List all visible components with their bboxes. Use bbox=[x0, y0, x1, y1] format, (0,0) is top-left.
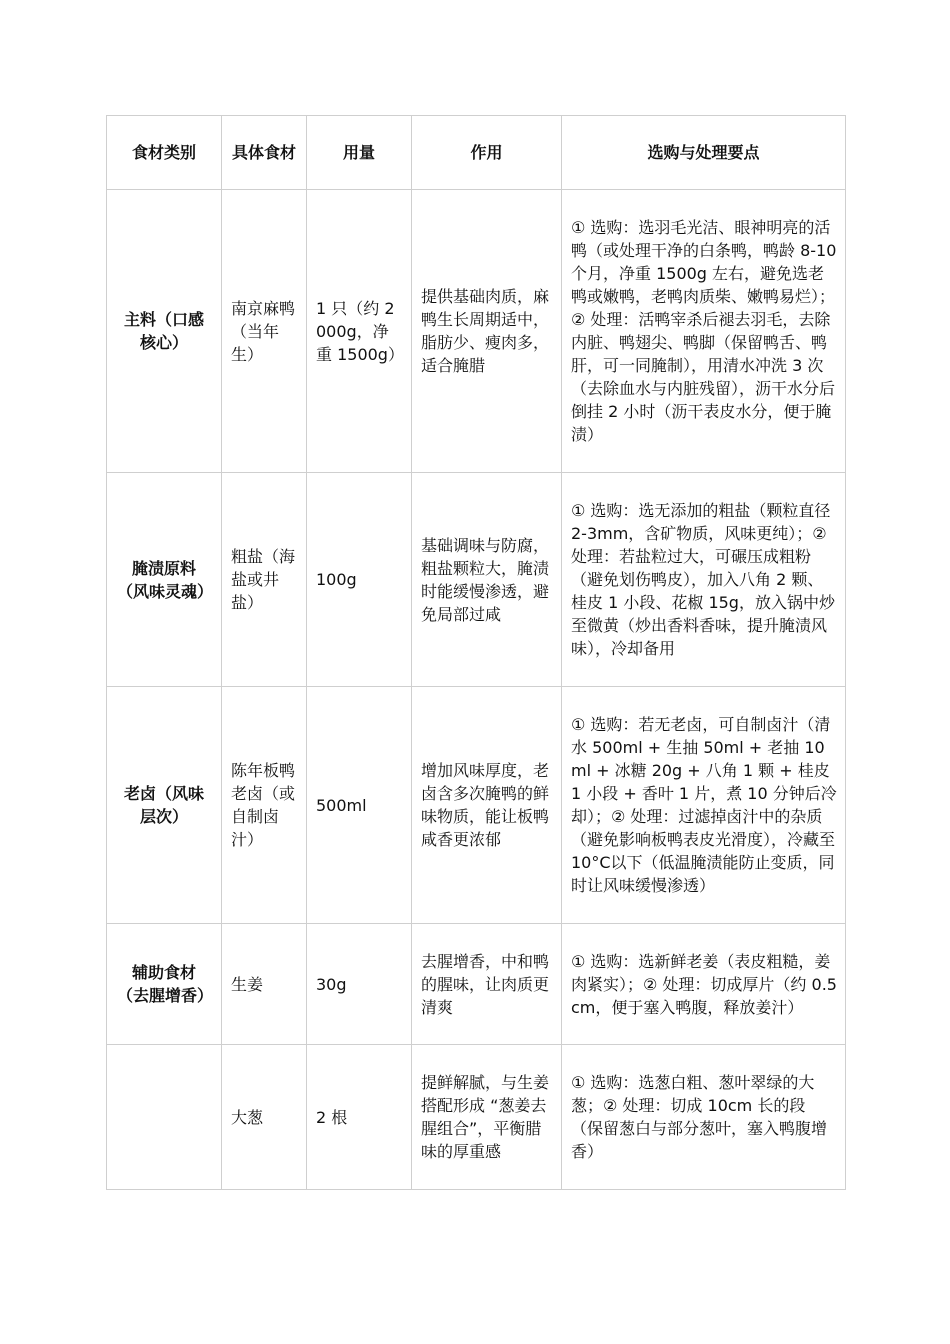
purpose-cell: 提供基础肉质，麻鸭生长周期适中，脂肪少、瘦肉多，适合腌腊 bbox=[412, 190, 562, 473]
purpose-cell: 去腥增香，中和鸭的腥味，让肉质更清爽 bbox=[412, 924, 562, 1045]
purpose-cell: 增加风味厚度，老卤含多次腌鸭的鲜味物质，能让板鸭咸香更浓郁 bbox=[412, 687, 562, 924]
header-amount: 用量 bbox=[307, 116, 412, 190]
notes-cell: ① 选购：选无添加的粗盐（颗粒直径 2-3mm，含矿物质，风味更纯）；② 处理：若盐粒过大，可碾压成粗粉（避免划伤鸭皮），加入八角 2 颗、桂皮 1 小段、花椒 15g，放入锅中炒至微黄（炒出香料香味，提升腌渍风味），冷却备用 bbox=[562, 473, 846, 687]
purpose-cell: 提鲜解腻，与生姜搭配形成 “葱姜去腥组合”，平衡腊味的厚重感 bbox=[412, 1045, 562, 1190]
ingredient-cell: 南京麻鸭（当年生） bbox=[222, 190, 307, 473]
ingredient-cell: 生姜 bbox=[222, 924, 307, 1045]
category-cell: 老卤（风味层次） bbox=[107, 687, 222, 924]
header-ingredient: 具体食材 bbox=[222, 116, 307, 190]
table-row bbox=[107, 1045, 846, 1190]
notes-cell: ① 选购：选羽毛光洁、眼神明亮的活鸭（或处理干净的白条鸭，鸭龄 8-10 个月，净重 1500g 左右，避免选老鸭或嫩鸭，老鸭肉质柴、嫩鸭易烂）；② 处理：活鸭宰杀后褪去羽毛，去除内脏、鸭翅尖、鸭脚（保留鸭舌、鸭肝，可一同腌制），用清水冲洗 3 次（去除血水与内脏残留），沥干水分后倒挂 2 小时（沥干表皮水分，便于腌渍） bbox=[562, 190, 846, 473]
category-cell: 腌渍原料（风味灵魂） bbox=[107, 473, 222, 687]
category-cell: 主料（口感核心） bbox=[107, 190, 222, 473]
ingredient-cell: 大葱 bbox=[222, 1045, 307, 1190]
notes-cell: ① 选购：选葱白粗、葱叶翠绿的大葱；② 处理：切成 10cm 长的段（保留葱白与部分葱叶，塞入鸭腹增香） bbox=[562, 1045, 846, 1190]
header-purpose: 作用 bbox=[412, 116, 562, 190]
amount-cell: 100g bbox=[307, 473, 412, 687]
table-row bbox=[107, 473, 846, 687]
notes-cell: ① 选购：若无老卤，可自制卤汁（清水 500ml + 生抽 50ml + 老抽 10ml + 冰糖 20g + 八角 1 颗 + 桂皮 1 小段 + 香叶 1 片，煮 10 分钟后冷却）；② 处理：过滤掉卤汁中的杂质（避免影响板鸭表皮光滑度），冷藏至 10°C以下（低温腌渍能防止变质，同时让风味缓慢渗透） bbox=[562, 687, 846, 924]
ingredients-table bbox=[106, 115, 846, 1190]
table-header-row bbox=[107, 116, 846, 190]
category-cell bbox=[107, 1045, 222, 1190]
header-category: 食材类别 bbox=[107, 116, 222, 190]
table-row bbox=[107, 687, 846, 924]
header-notes: 选购与处理要点 bbox=[562, 116, 846, 190]
table-row bbox=[107, 924, 846, 1045]
category-cell: 辅助食材（去腥增香） bbox=[107, 924, 222, 1045]
amount-cell: 30g bbox=[307, 924, 412, 1045]
notes-cell: ① 选购：选新鲜老姜（表皮粗糙，姜肉紧实）；② 处理：切成厚片（约 0.5cm，便于塞入鸭腹，释放姜汁） bbox=[562, 924, 846, 1045]
ingredient-cell: 粗盐（海盐或井盐） bbox=[222, 473, 307, 687]
purpose-cell: 基础调味与防腐，粗盐颗粒大，腌渍时能缓慢渗透，避免局部过咸 bbox=[412, 473, 562, 687]
amount-cell: 500ml bbox=[307, 687, 412, 924]
table-row bbox=[107, 190, 846, 473]
amount-cell: 2 根 bbox=[307, 1045, 412, 1190]
amount-cell: 1 只（约 2000g，净重 1500g） bbox=[307, 190, 412, 473]
ingredient-cell: 陈年板鸭老卤（或自制卤汁） bbox=[222, 687, 307, 924]
